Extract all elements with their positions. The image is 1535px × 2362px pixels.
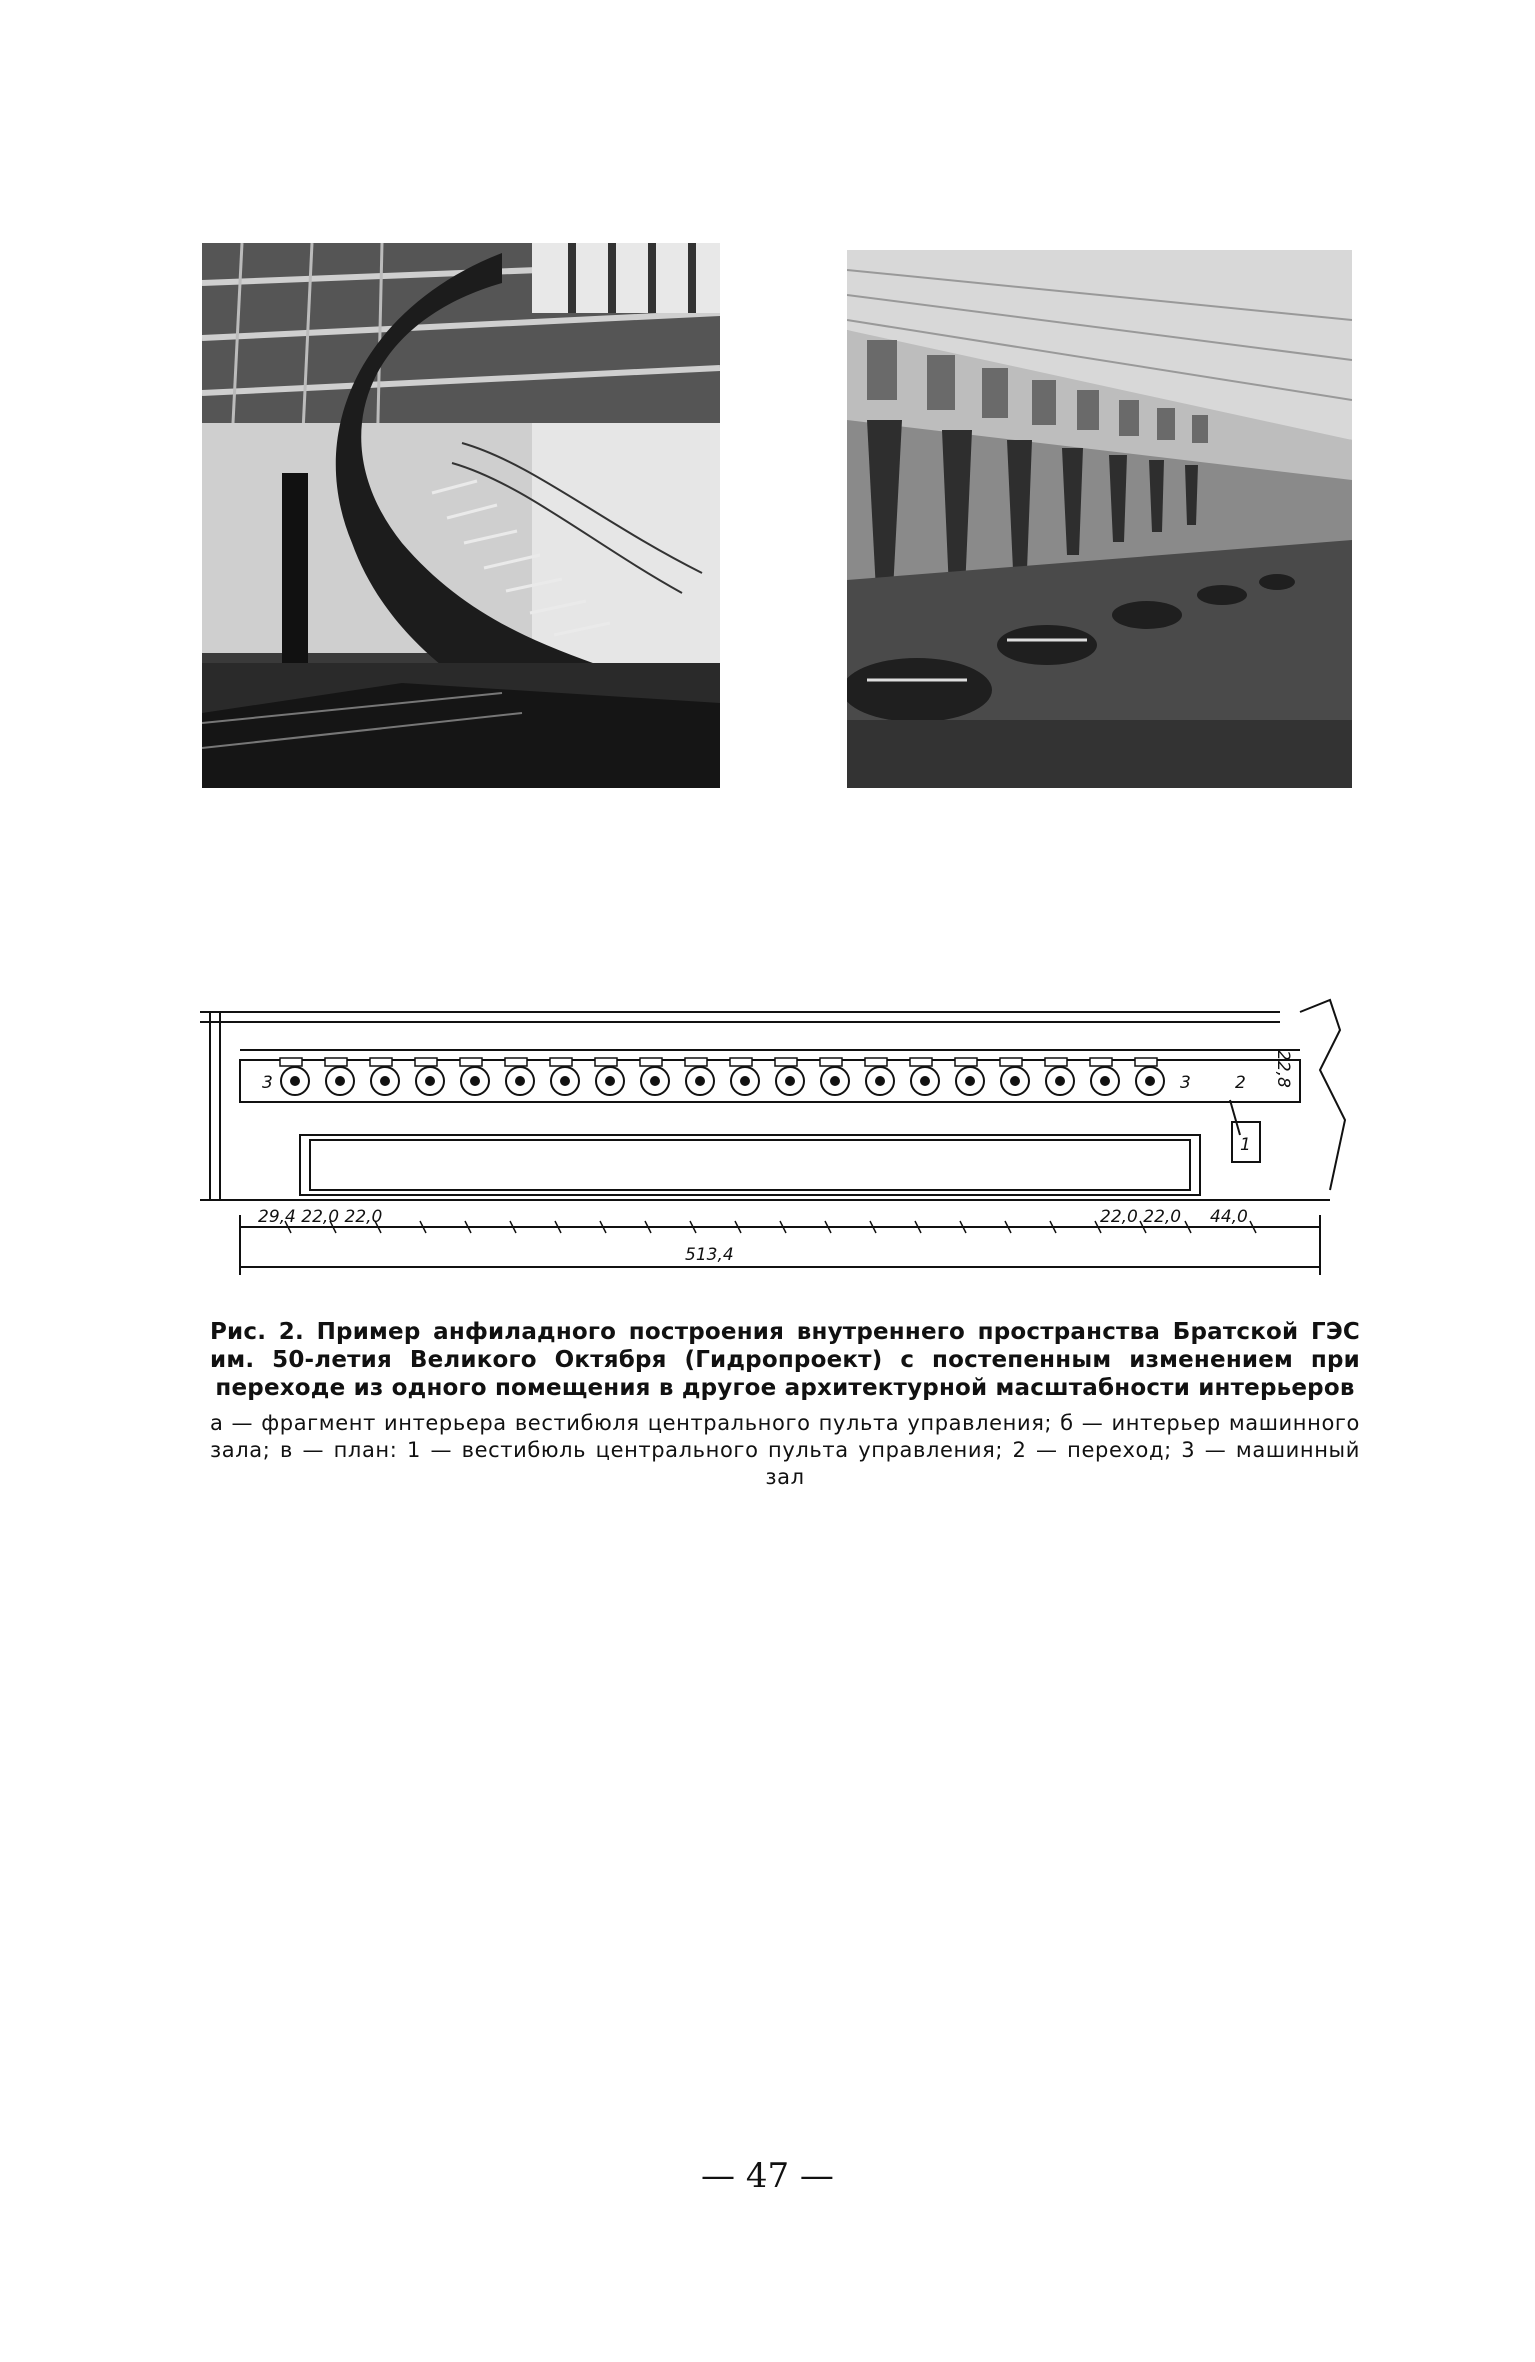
plan-label-hall-left: 3 — [262, 1073, 273, 1093]
plan-dimensions-left: 29,4 22,0 22,0 — [258, 1207, 383, 1227]
plan-label-passage: 2 — [1235, 1073, 1246, 1093]
page-number: — 47 — — [701, 2156, 834, 2196]
plan-dimension-height: 22,8 — [1273, 1050, 1293, 1088]
caption-title: Рис. 2. Пример анфиладного построения внутреннего пространства Братской ГЭС им. 50-летия Великого Октября (Гидропроект) с постепенным изменением при переходе из одного помещения в другое архитектурной масштабности интерьеров — [210, 1319, 1360, 1401]
photo-machine-hall — [847, 250, 1352, 788]
floor-plan — [180, 990, 1360, 1275]
photo-vestibule-staircase — [202, 243, 720, 788]
plan-dimensions-right: 22,0 22,0 — [1100, 1207, 1182, 1227]
plan-dimension-total: 513,4 — [685, 1245, 734, 1265]
figure-caption — [210, 1318, 1360, 1491]
caption-legend: а — фрагмент интерьера вестибюля центрального пульта управления; б — интерьер машинного зала; в — план: 1 — вестибюль центрального пульта управления; 2 — переход; 3 — машинный зал — [210, 1411, 1360, 1489]
plan-label-vestibule: 1 — [1240, 1135, 1251, 1155]
plan-label-hall-right: 3 — [1180, 1073, 1191, 1093]
plan-dimension-end: 44,0 — [1210, 1207, 1248, 1227]
